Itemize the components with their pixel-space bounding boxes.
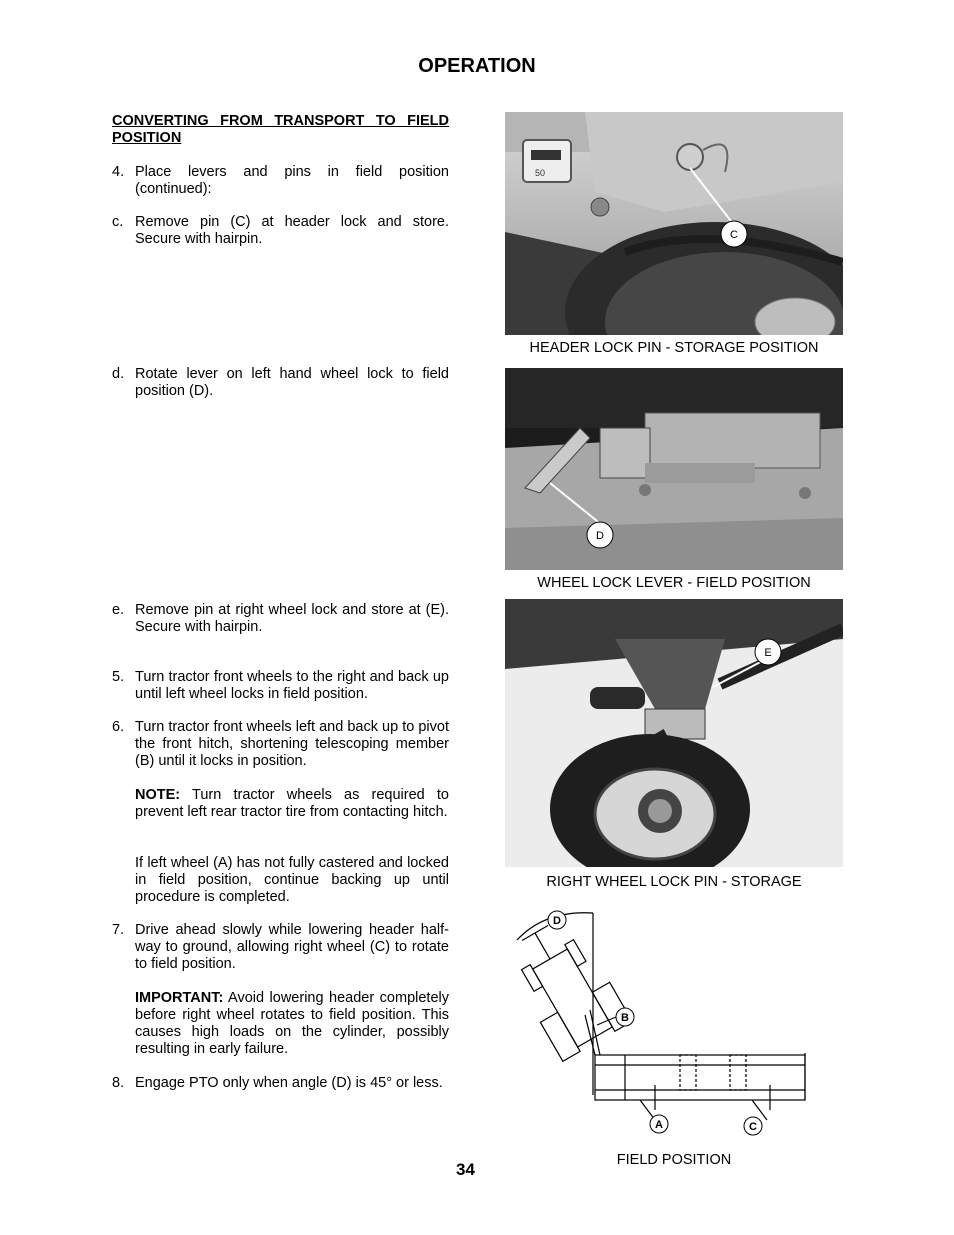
section-heading: CONVERTING FROM TRANSPORT TO FIELD POSITION: [112, 113, 449, 146]
important-text: Avoid lowering header completely before right wheel rotates to field position. This causes high loads on the cylinder, possibly resulting in early failure.: [135, 990, 449, 1057]
step-c: [112, 214, 449, 248]
step-4: [112, 164, 449, 198]
step-6: [112, 719, 449, 770]
step-6-extra: If left wheel (A) has not fully castered and locked in field position, continue backing up until procedure is completed.: [135, 855, 449, 905]
step-d: [112, 366, 449, 400]
callout-d-marker: [548, 911, 566, 929]
step-label: e.: [112, 602, 125, 618]
step-7: [112, 922, 449, 973]
step-text: Engage PTO only when angle (D) is 45° or less.: [135, 1075, 443, 1091]
step-e: [112, 602, 449, 636]
important-label: IMPORTANT:: [135, 990, 224, 1006]
step-text: Place levers and pins in field position (continued):: [135, 164, 449, 197]
step-label: 4.: [112, 164, 125, 180]
callout-a-marker: [650, 1115, 668, 1133]
svg-text:C: C: [749, 1121, 757, 1133]
note-paragraph: [135, 787, 449, 821]
callout-d: D: [596, 530, 604, 542]
field-position-diagram: [505, 905, 843, 1145]
figure-4-caption: FIELD POSITION: [616, 1152, 732, 1168]
svg-text:A: A: [655, 1119, 663, 1131]
figure-1-caption: HEADER LOCK PIN - STORAGE POSITION: [529, 340, 819, 356]
important-paragraph: [135, 990, 449, 1058]
right-wheel-lock-photo: [505, 599, 843, 867]
note-text: Turn tractor wheels as required to prevent left rear tractor tire from contacting hitch.: [135, 787, 449, 820]
step-label: d.: [112, 366, 125, 382]
step-label: 5.: [112, 669, 125, 685]
header-lock-photo: [505, 112, 843, 335]
page-number: 34: [456, 1160, 475, 1179]
step-text: Drive ahead slowly while lowering header half-way to ground, allowing right wheel (C) to rotate to field position.: [135, 922, 449, 972]
page-title: OPERATION: [418, 55, 536, 77]
step-text: Turn tractor front wheels to the right and back up until left wheel locks in field position.: [135, 669, 449, 702]
step-label: 7.: [112, 922, 125, 938]
note-label: NOTE:: [135, 787, 181, 803]
step-label: 6.: [112, 719, 125, 735]
step-text: Turn tractor front wheels left and back up to pivot the front hitch, shortening telescoping member (B) until it locks in position.: [135, 719, 449, 769]
svg-text:D: D: [553, 915, 561, 927]
figure-3-caption: RIGHT WHEEL LOCK PIN - STORAGE: [546, 874, 802, 890]
step-label: c.: [112, 214, 124, 230]
decal-text: 50: [535, 168, 546, 178]
step-label: 8.: [112, 1075, 125, 1091]
callout-c-marker: [744, 1117, 762, 1135]
svg-text:B: B: [621, 1012, 629, 1024]
callout-e: E: [764, 647, 772, 659]
step-5: [112, 669, 449, 703]
wheel-lock-lever-photo: [505, 368, 843, 570]
callout-c: C: [730, 229, 738, 241]
step-text: Remove pin (C) at header lock and store. Secure with hairpin.: [135, 214, 449, 247]
step-text: Rotate lever on left hand wheel lock to field position (D).: [135, 366, 449, 399]
figure-2-caption: WHEEL LOCK LEVER - FIELD POSITION: [537, 575, 811, 591]
step-text: Remove pin at right wheel lock and store at (E). Secure with hairpin.: [135, 602, 449, 635]
step-8: [112, 1075, 449, 1092]
